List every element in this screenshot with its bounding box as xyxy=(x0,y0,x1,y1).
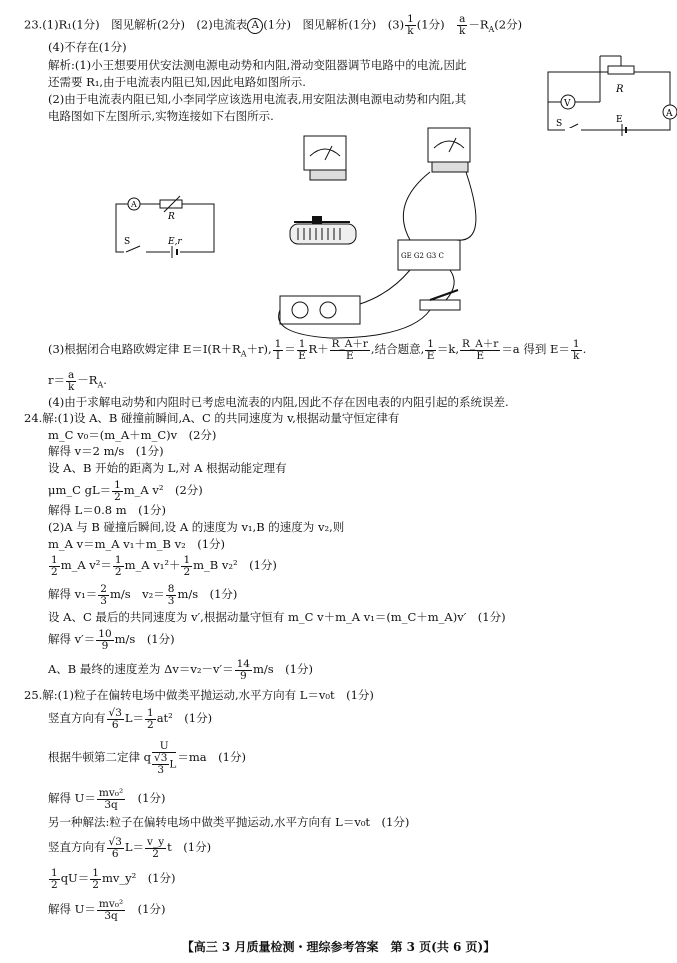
q24-line: 设 A、C 最后的共同速度为 v′,根据动量守恒有 m_C v＋m_A v₁＝(m_C＋m_A)v′ (1分) xyxy=(48,610,506,624)
page-footer: 【高三 3 月质量检测・理综参考答案 第 3 页(共 6 页)】 xyxy=(181,940,496,954)
svg-text:R: R xyxy=(168,212,175,222)
q24-line: m_A v＝m_A v₁＋m_B v₂ (1分) xyxy=(48,537,225,551)
q23-line: (4)由于求解电动势和内阻时已考虑电流表的内阻,因此不存在因电表的内阻引起的系统误差. xyxy=(48,395,509,409)
svg-text:S: S xyxy=(556,119,563,129)
q24-line: m_C v₀＝(m_A＋m_C)v (2分) xyxy=(48,428,217,442)
battery-box-icon xyxy=(398,240,460,270)
svg-text:A: A xyxy=(666,109,673,119)
meter-icon xyxy=(304,136,346,180)
q25-line: 竖直方向有 $\frac{√3}{6}$ L＝ $\frac{1}{2}$ at² (1分) xyxy=(48,706,213,731)
q23-line: 电路图如下左图所示,实物连接如下右图所示. xyxy=(48,109,274,123)
svg-text:E: E xyxy=(616,115,623,125)
q25-line: 25.解:(1)粒子在偏转电场中做类平抛运动,水平方向有 L＝v₀t (1分) xyxy=(24,688,374,702)
q25-line: 根据牛顿第二定律 q U $\frac{√3}{3}$ L ＝ma (1分) xyxy=(48,739,246,776)
q24-line: 解得 L＝0.8 m (1分) xyxy=(48,503,166,517)
q23-part3-r: r＝ $\frac{a}{k}$ $-R_A$. xyxy=(48,368,107,393)
q23-line: 解析:(1)小王想要用伏安法测电源电动势和内阻,滑动变阻器调节电路中的电流,因此 xyxy=(48,58,467,72)
apparatus-illustration xyxy=(270,124,480,346)
svg-text:A: A xyxy=(131,200,137,209)
q23-line: 还需要 R₁,由于电流表内阻已知,因此电路如图所示. xyxy=(48,75,306,89)
q23-line: (4)不存在(1分) xyxy=(48,40,127,54)
q23-part3: (3)根据闭合电路欧姆定律 $E=I(R+R_A+r)$, $\frac{1}{I}$ ＝ $\frac{1}{E}$ R＋ $\frac{R\_A+r}{E}$ ,结合题意, $\frac{1}{E}$ ＝k, $\frac{R\_A+r}{E}$ ＝a 得到 E＝ $\frac{1}{k}$ . xyxy=(48,337,587,362)
ammeter-symbol-icon: A xyxy=(247,18,263,34)
q25-line: 竖直方向有 $\frac{√3}{6}$ L＝ $\frac{v\_y}{2}$ t (1分) xyxy=(48,835,212,860)
resistance-box-icon xyxy=(280,296,360,324)
rheostat-icon xyxy=(290,216,356,244)
q25-line: 解得 U＝ $\frac{\text{mv₀²}}{3q}$ (1分) xyxy=(48,897,166,922)
q24-line: 解得 v＝2 m/s (1分) xyxy=(48,444,164,458)
q24-line: (2)A 与 B 碰撞后瞬间,设 A 的速度为 v₁,B 的速度为 v₂,则 xyxy=(48,520,345,534)
q25-line: 解得 U＝ $\frac{\text{mv₀²}}{3q}$ (1分) xyxy=(48,786,166,811)
q24-line: μm_C gL＝ $\frac{1}{2}$ m_A v² (2分) xyxy=(48,478,203,503)
q23-header: 23.(1)R₁(1分) 图见解析(2分) (2)电流表 A (1分) 图见解析(1分) (3) $\frac{1}{k}$ (1分) $\frac{a}{k}$ $-R_A(2$分) xyxy=(24,13,523,37)
meter-icon xyxy=(428,128,470,172)
circuit-diagram-left xyxy=(110,192,220,262)
q23-line: (2)由于电流表内阻已知,小李同学应该选用电流表,用安阻法测电源电动势和内阻,其 xyxy=(48,92,467,106)
svg-text:S: S xyxy=(124,237,131,247)
q24-line: 解得 v′＝ $\frac{10}{9}$ m/s (1分) xyxy=(48,627,175,652)
q24-line: $\frac{1}{2}$ m_A v²＝ $\frac{1}{2}$ m_A v₁²＋ $\frac{1}{2}$ m_B v₂² (1分) xyxy=(51,553,277,578)
svg-text:V: V xyxy=(564,99,571,109)
q24-line: 24.解:(1)设 A、B 碰撞前瞬间,A、C 的共同速度为 v,根据动量守恒定律有 xyxy=(24,411,400,425)
q24-line: A、B 最终的速度差为 Δv＝v₂－v′＝ $\frac{14}{9}$ m/s (1分) xyxy=(48,657,313,682)
switch-icon xyxy=(420,290,460,310)
circuit-diagram-top-right xyxy=(538,52,677,142)
q24-line: 解得 v₁＝ $\frac{2}{3}$ m/s v₂＝ $\frac{8}{3}$ m/s (1分) xyxy=(48,582,238,607)
q25-line: $\frac{1}{2}$ qU＝ $\frac{1}{2}$ mv_y² (1分) xyxy=(51,866,176,891)
svg-text:GE G2 G3 C: GE G2 G3 C xyxy=(401,252,444,260)
svg-text:E,r: E,r xyxy=(168,237,182,247)
q25-line: 另一种解法:粒子在偏转电场中做类平抛运动,水平方向有 L＝v₀t (1分) xyxy=(48,815,410,829)
q24-line: 设 A、B 开始的距离为 L,对 A 根据动能定理有 xyxy=(48,461,287,475)
svg-text:R: R xyxy=(616,84,624,95)
